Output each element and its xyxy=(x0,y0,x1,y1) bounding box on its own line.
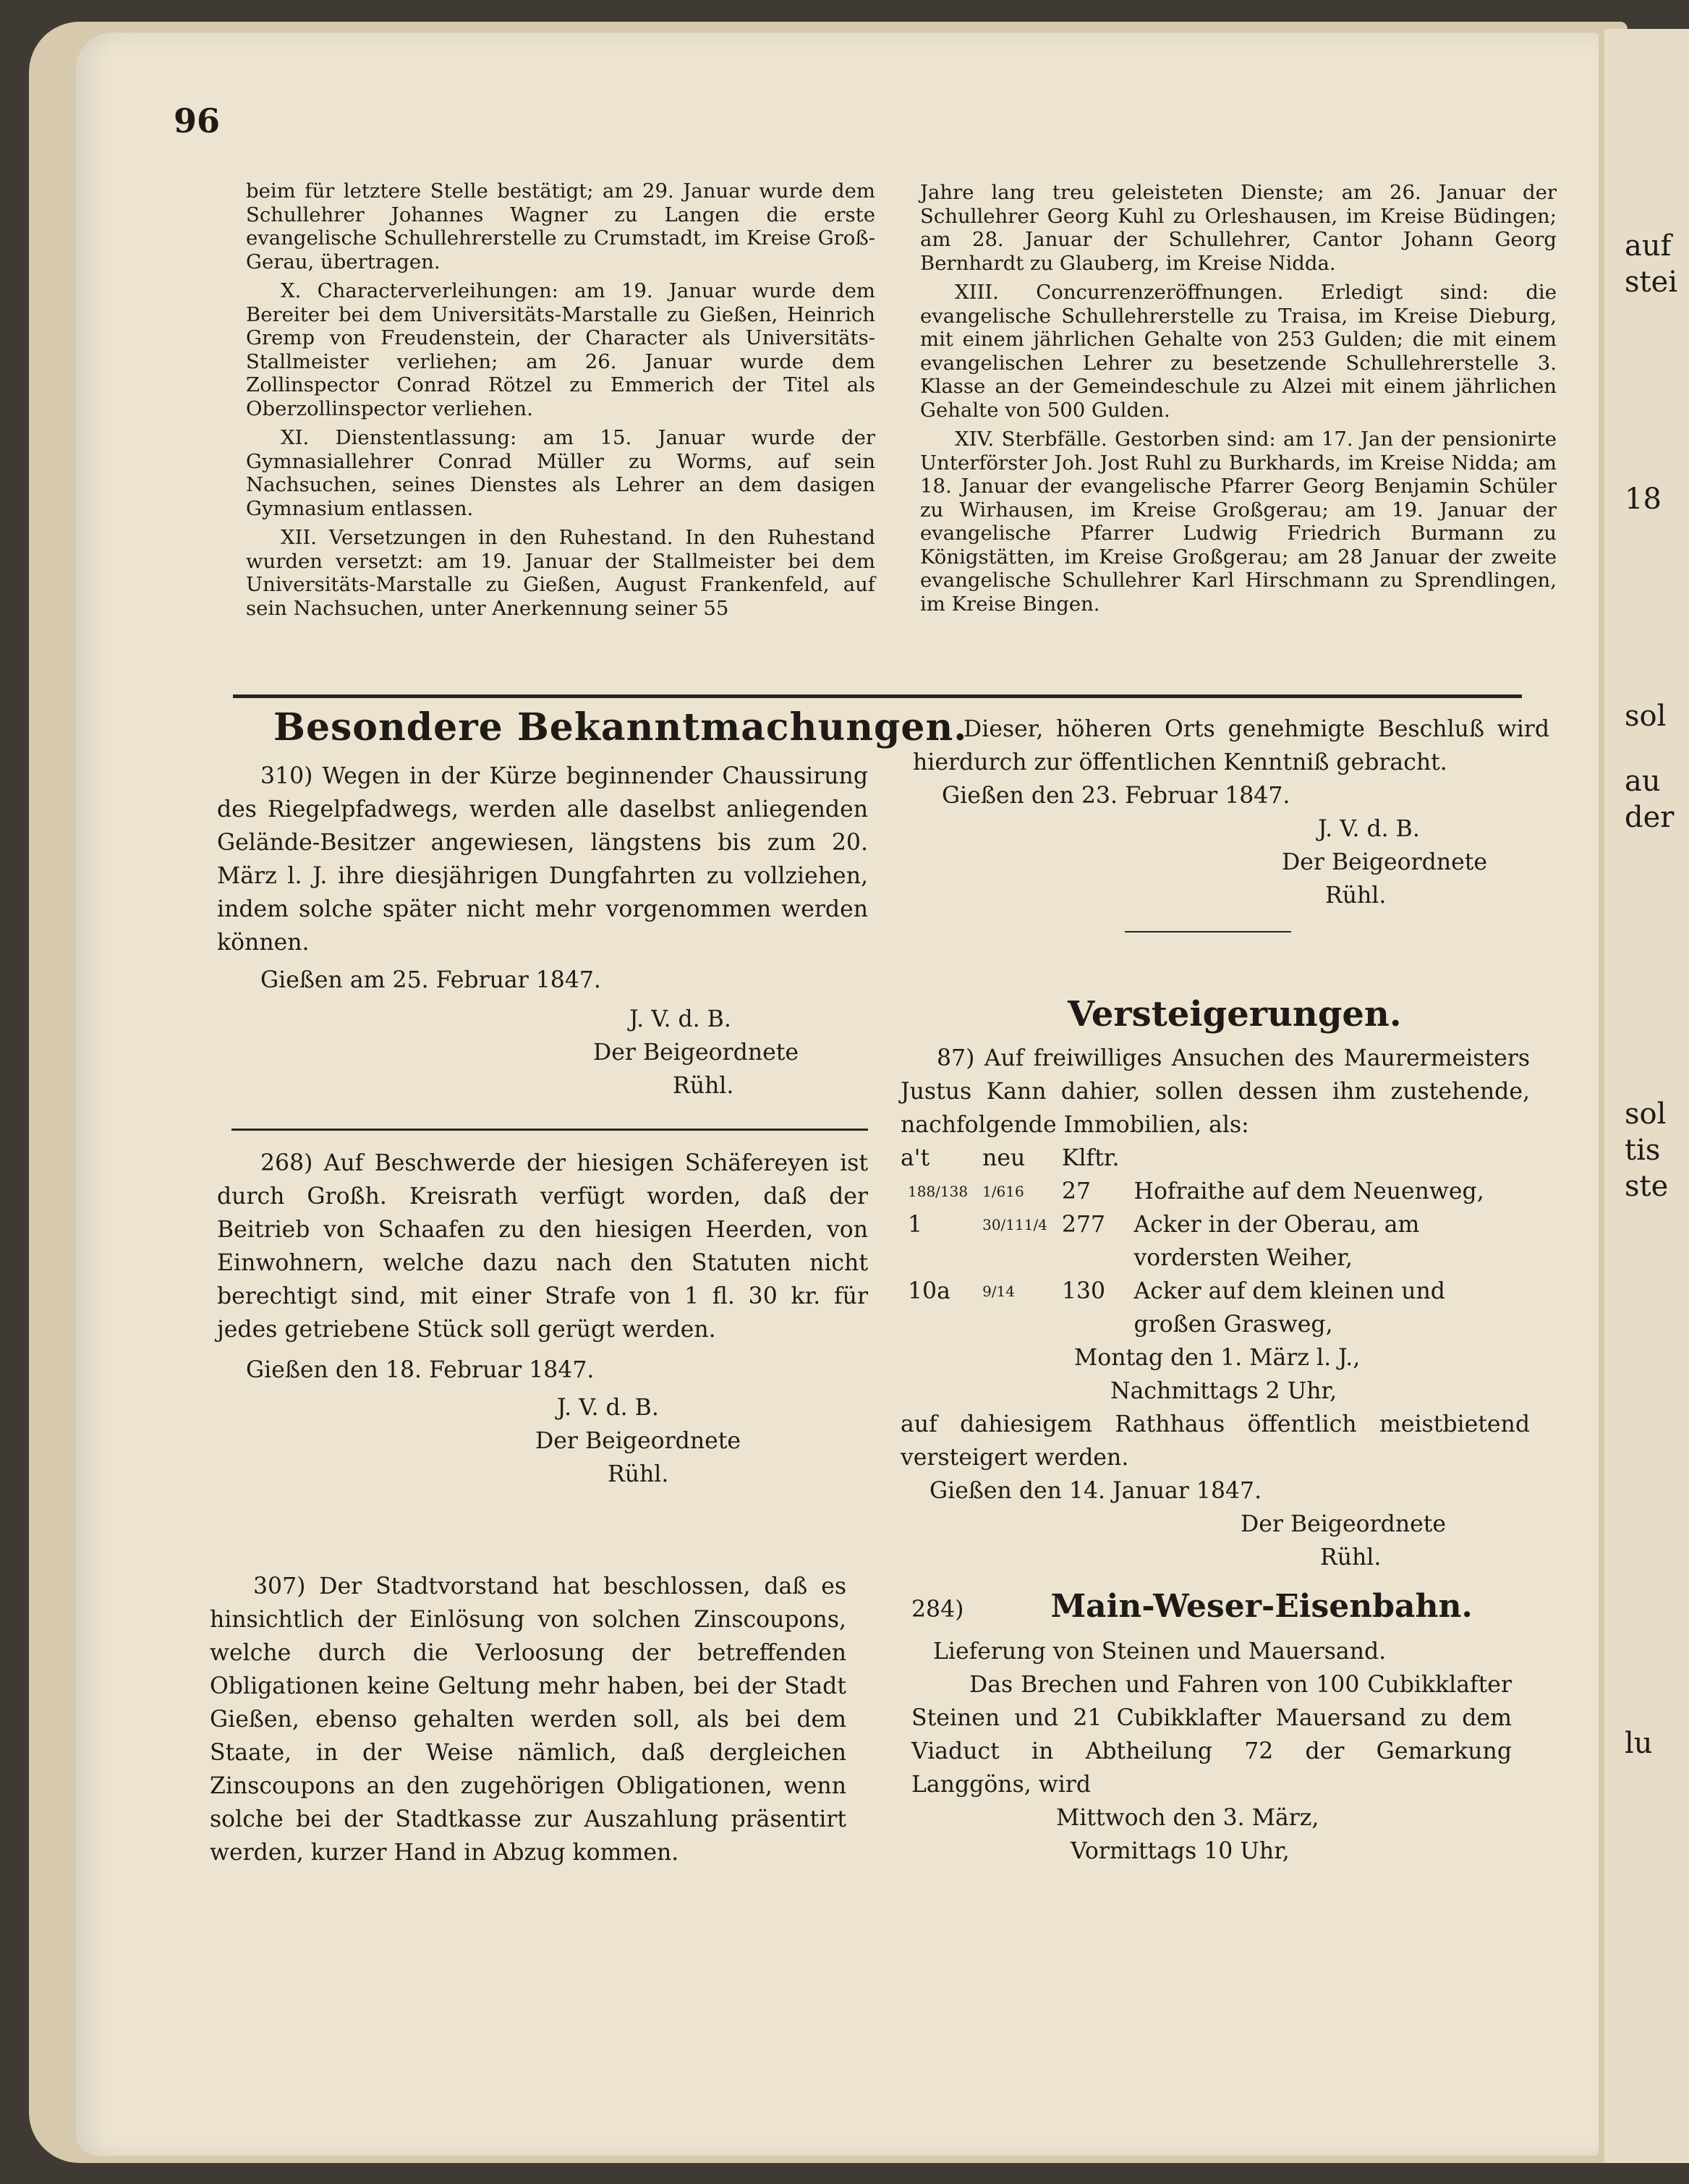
top-right-column xyxy=(920,181,1557,621)
table-row xyxy=(901,1275,1530,1341)
notice-date: Gießen den 14. Januar 1847. xyxy=(929,1478,1262,1504)
section-heading-versteigerungen: Versteigerungen. xyxy=(1068,994,1402,1034)
signature-line: J. V. d. B. xyxy=(1318,816,1420,842)
cell: 9/14 xyxy=(982,1283,1016,1300)
notice-310 xyxy=(217,760,868,1102)
next-page-word: tis xyxy=(1625,1134,1661,1167)
notice-text: Dieser, höheren Orts genehmigte Beschluß wird hierdurch zur öffentlichen Kenntniß gebracht. xyxy=(913,716,1549,776)
cell: Acker auf dem kleinen und großen Grasweg, xyxy=(1133,1278,1445,1338)
cell: Acker in der Oberau, am vordersten Weiher, xyxy=(1133,1212,1420,1271)
notice-text: 310) Wegen in der Kürze beginnender Chaussirung des Riegelpfadwegs, werden alle daselbst anliegenden Gelände-Besitzer angewiesen, längstens bis zum 20. März l. J. ihre diesjährigen Dungfahrten zu vollziehen, indem solche später nicht mehr vorgenommen werden können. xyxy=(217,763,868,956)
column-header: neu xyxy=(982,1145,1026,1171)
next-page-word: sol xyxy=(1625,1097,1667,1131)
signature-line: Rühl. xyxy=(1320,1544,1382,1571)
auction-time: Vormittags 10 Uhr, xyxy=(1071,1838,1290,1864)
paragraph: XII. Versetzungen in den Ruhestand. In den Ruhestand wurden versetzt: am 19. Januar der Stallmeister bei dem Universitäts-Marstalle zu Gießen, August Frankenfeld, auf sein Nachsuchen, unter Anerkennung seiner 55 xyxy=(246,526,875,620)
signature-line: Rühl. xyxy=(1325,883,1387,909)
next-page-fragment xyxy=(1604,29,1689,2163)
column-header: a't xyxy=(901,1145,930,1171)
cell: 277 xyxy=(1061,1212,1106,1238)
notice-text: auf dahiesigem Rathhaus öffentlich meistbietend versteigert werden. xyxy=(901,1411,1530,1471)
notice-subtitle: Lieferung von Steinen und Mauersand. xyxy=(933,1639,1387,1665)
notice-text: 307) Der Stadtvorstand hat beschlossen, daß es hinsichtlich der Einlösung von solchen Zinscoupons, welche durch die Verloosung der betreffenden Obligationen keine Geltung mehr haben, bei der Stadt Gießen, ebenso gehalten werden soll, als bei dem Staate, in der Weise nämlich, daß dergleichen Zinscoupons an den zugehörigen Obligationen, wenn solche bei der Stadtkasse zur Auszahlung präsentirt werden, kurzer Hand in Abzug kommen. xyxy=(210,1573,846,1866)
section-heading-besondere: Besondere Bekanntmachungen. xyxy=(273,705,968,749)
notice-title: Main-Weser-Eisenbahn. xyxy=(1050,1588,1473,1625)
next-page-word: 18 xyxy=(1625,483,1662,516)
signature-line: Der Beigeordnete xyxy=(1241,1511,1447,1537)
notice-307 xyxy=(210,1570,846,1869)
notice-date: Gießen den 23. Februar 1847. xyxy=(942,783,1290,809)
section-divider xyxy=(233,694,1522,698)
paragraph: XIV. Sterbfälle. Gestorben sind: am 17. Jan der pensionirte Unterförster Joh. Jost Ruhl zu Burkhards, im Kreise Nidda; am 18. Januar der evangelische Pfarrer Georg Benjamin Schüler zu Wirhausen, im Kreise Großgerau; am 19. Januar der evangelische Pfarrer Ludwig Friedrich Burmann zu Königstätten, im Kreise Großgerau; am 28 Januar der zweite evangelische Schullehrer Karl Hirschmann zu Sprendlingen, im Kreise Bingen. xyxy=(920,428,1557,616)
signature-line: Rühl. xyxy=(608,1461,669,1487)
cell: 130 xyxy=(1061,1278,1106,1304)
paragraph: Jahre lang treu geleisteten Dienste; am 26. Januar der Schullehrer Georg Kuhl zu Orleshausen, im Kreise Büdingen; am 28. Januar der Schullehrer, Cantor Johann Georg Bernhardt zu Glauberg, im Kreise Nidda. xyxy=(920,181,1557,275)
notice-divider xyxy=(231,1129,868,1131)
paragraph: X. Characterverleihungen: am 19. Januar wurde dem Bereiter bei dem Universitäts-Marstalle zu Gießen, Heinrich Gremp von Freudenstein, der Character als Universitäts-Stallmeister verliehen; am 26. Januar wurde dem Zollinspector Conrad Rötzel zu Emmerich der Titel als Oberzollinspector verliehen. xyxy=(246,279,875,420)
cell: 1 xyxy=(908,1212,923,1238)
notice-284 xyxy=(911,1588,1512,1868)
auction-time: Mittwoch den 3. März, xyxy=(1056,1805,1319,1831)
signature-line: Rühl. xyxy=(673,1073,734,1099)
table-row xyxy=(901,1175,1530,1208)
notice-87 xyxy=(901,1042,1530,1574)
notice-divider xyxy=(1125,931,1291,932)
next-page-word: lu xyxy=(1625,1727,1653,1760)
paragraph: beim für letztere Stelle bestätigt; am 29. Januar wurde dem Schullehrer Johannes Wagner zu Langen die erste evangelische Schullehrerstelle zu Crumstadt, im Kreise Groß-Gerau, übertragen. xyxy=(246,179,875,273)
next-page-word: ste xyxy=(1625,1170,1669,1203)
cell: 10a xyxy=(908,1278,950,1304)
table-row xyxy=(901,1208,1530,1275)
signature-line: J. V. d. B. xyxy=(629,1006,731,1032)
paragraph: XI. Dienstentlassung: am 15. Januar wurde der Gymnasiallehrer Conrad Müller zu Worms, auf sein Nachsuchen, seines Dienstes als Lehrer an dem dasigen Gymnasium entlassen. xyxy=(246,426,875,520)
cell: 1/616 xyxy=(982,1183,1024,1200)
notice-number: 284) xyxy=(911,1597,964,1623)
next-page-word: der xyxy=(1625,801,1675,834)
immobilien-table xyxy=(901,1142,1530,1341)
top-left-column xyxy=(246,179,875,626)
signature-line: Der Beigeordnete xyxy=(593,1040,799,1066)
notice-date: Gießen am 25. Februar 1847. xyxy=(260,967,601,993)
cell: 27 xyxy=(1061,1178,1092,1204)
next-page-word: au xyxy=(1625,765,1661,798)
notice-307-continued xyxy=(913,713,1549,912)
paragraph: XIII. Concurrenzeröffnungen. Erledigt sind: die evangelische Schullehrerstelle zu Traisa, im Kreise Dieburg, mit einem jährlichen Gehalte von 253 Gulden; die mit einem evangelischen Lehrer zu besetzende Schullehrerstelle 3. Klasse an der Gemeindeschule zu Alzei mit einem jährlichen Gehalte von 500 Gulden. xyxy=(920,281,1557,422)
cell: 188/138 xyxy=(908,1183,969,1200)
page-number: 96 xyxy=(174,101,221,140)
cell: 30/111/4 xyxy=(982,1216,1047,1233)
notice-268 xyxy=(217,1147,868,1491)
signature-line: J. V. d. B. xyxy=(557,1395,659,1421)
next-page-word: auf xyxy=(1625,229,1672,263)
column-header: Klftr. xyxy=(1061,1145,1120,1171)
next-page-word: stei xyxy=(1625,265,1678,299)
notice-text: 87) Auf freiwilliges Ansuchen des Maurermeisters Justus Kann dahier, sollen dessen ihm zustehende, nachfolgende Immobilien, als: xyxy=(901,1045,1530,1138)
auction-time: Nachmittags 2 Uhr, xyxy=(1110,1378,1337,1404)
notice-date: Gießen den 18. Februar 1847. xyxy=(246,1357,595,1383)
auction-time: Montag den 1. März l. J., xyxy=(1074,1345,1361,1371)
table-header-row xyxy=(901,1142,1530,1175)
signature-line: Der Beigeordnete xyxy=(535,1428,741,1454)
signature-line: Der Beigeordnete xyxy=(1282,849,1488,875)
notice-text: 268) Auf Beschwerde der hiesigen Schäfereyen ist durch Großh. Kreisrath verfügt worden, daß der Beitrieb von Schaafen zu den hiesigen Heerden, von Einwohnern, welche dazu nach den Statuten nicht berechtigt sind, mit einer Strafe von 1 fl. 30 kr. für jedes getriebene Stück soll gerügt werden. xyxy=(217,1150,868,1343)
cell: Hofraithe auf dem Neuenweg, xyxy=(1133,1178,1484,1204)
notice-text: Das Brechen und Fahren von 100 Cubikklafter Steinen und 21 Cubikklafter Mauersand zu dem Viaduct in Abtheilung 72 der Gemarkung Langgöns, wird xyxy=(911,1672,1512,1798)
next-page-word: sol xyxy=(1625,700,1667,733)
